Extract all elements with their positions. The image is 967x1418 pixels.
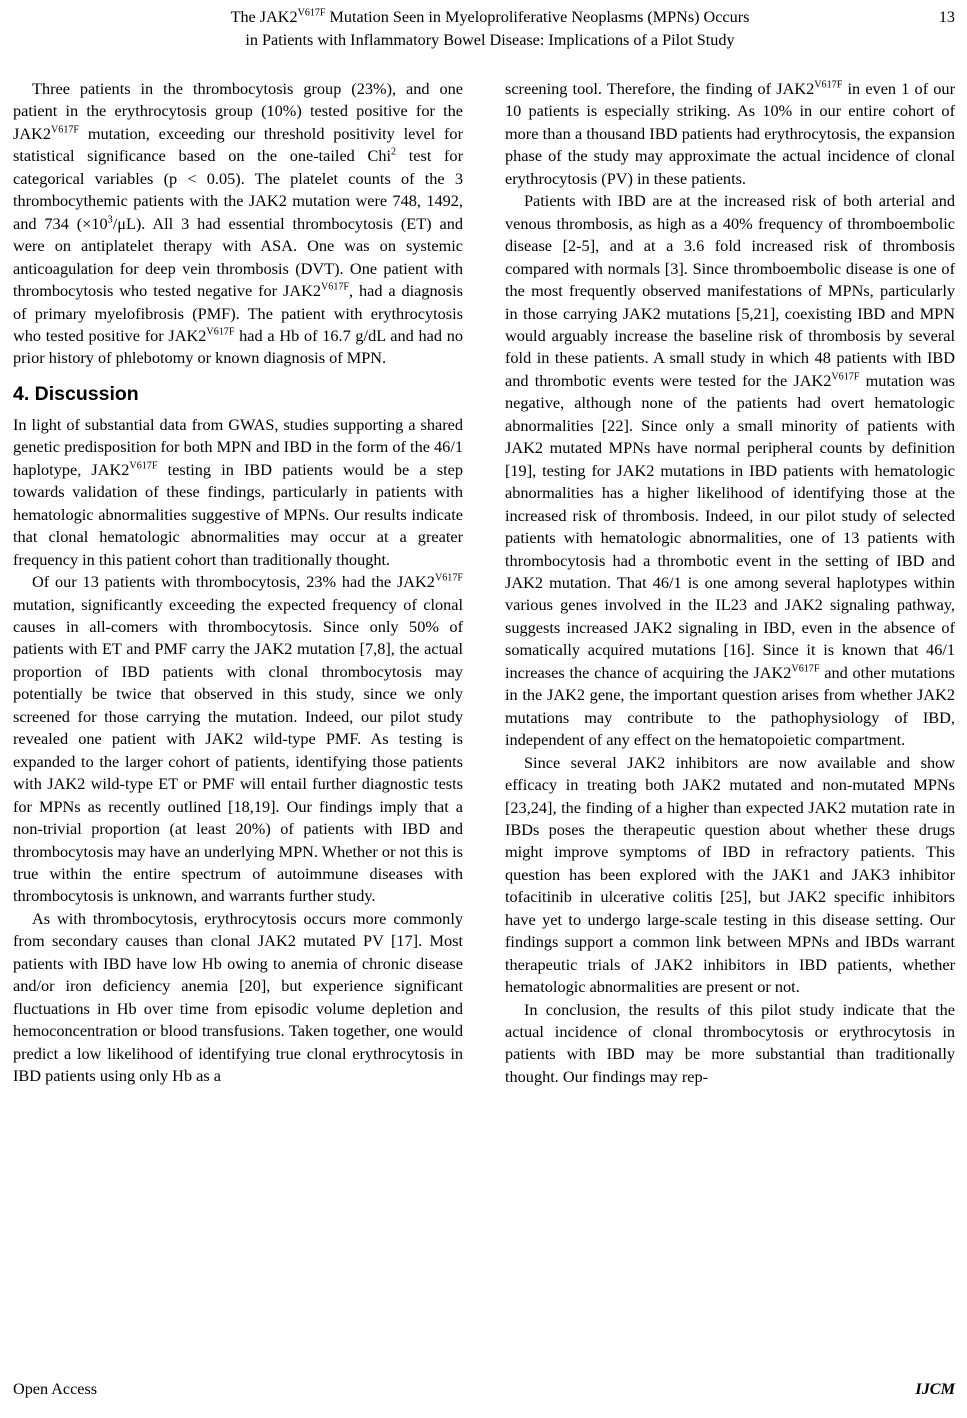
right-p1-superscript-1: V617F xyxy=(814,79,843,91)
right-paragraph-3: Since several JAK2 inhibitors are now available and show efficacy in treating both JAK2 mutated and non-mutated MPNs [23,24], the finding of a higher than expected JAK2 mutation rate in IBDs poses the therapeutic question about whether these drugs might improve symptoms of IBD in refractory patients. This question has been explored with the JAK1 and JAK3 inhibitor tofacitinib in ulcerative colitis [25], but JAK2 specific inhibitors have yet to undergo large-scale testing in this disease setting. Our findings support a common link between MPNs and IBDs warrant therapeutic trials of JAK2 inhibitors in IBD patients, whether hematologic abnormalities are present or not. xyxy=(505,752,955,997)
left-p1-part-f: had a Hb of 16.7 g/dL and had no prior history of phlebotomy or known diagnosis of MPN. xyxy=(13,325,464,368)
left-p2-superscript-1: V617F xyxy=(129,460,158,472)
left-p1-superscript-3: 3 xyxy=(107,214,113,226)
left-p2-part-b: testing in IBD patients would be a step towards validation of these findings, particularly in patients with hematologic abnormalities suggestive of MPNs. Our results indicate that clonal hematologic abnormalities may occur at a greater frequency in this patient cohort than traditionally thought. xyxy=(13,459,463,569)
right-p2-superscript-2: V617F xyxy=(791,663,820,675)
right-column xyxy=(505,78,955,1350)
running-head-title xyxy=(140,6,840,52)
right-p2-part-c: and other mutations in the JAK2 gene, the important question arises from whether JAK2 mutations may contribute to the pathophysiology of IBD, independent of any effect on the hematopoietic compartment. xyxy=(505,662,955,750)
right-paragraph-4: In conclusion, the results of this pilot study indicate that the actual incidence of clonal thrombocytosis or erythrocytosis in patients with IBD may be more substantial than traditionally thought. Our findings may rep- xyxy=(505,999,955,1086)
running-head-title-part-a: The JAK2 xyxy=(230,8,298,26)
left-p3-part-a: Of our 13 patients with thrombocytosis, 23% had the JAK2 xyxy=(32,572,435,592)
right-p2-part-b: mutation was negative, although none of the patients had overt hematologic abnormalities [22]. Since only a small minority of patients with JAK2 mutated MPNs have normal peripheral counts by definition [19], testing for JAK2 mutations in IBD patients with hematologic abnormalities has a higher likelihood of identifying those at the increased risk of thrombosis. Indeed, in our pilot study of selected patients with hematologic abnormalities, one of 13 patients with thrombocytosis had a thrombotic event in the setting of IBD and JAK2 mutation. That 46/1 is one among several haplotypes within various genes involved in the IL23 and JAK2 signaling pathway, suggests increased JAK2 signaling in IBD, even in the absence of somatically acquired mutations [16]. Since it is known that 46/1 increases the chance of acquiring the JAK2 xyxy=(505,370,956,682)
left-paragraph-3 xyxy=(13,571,463,908)
running-head-title-line1 xyxy=(231,8,750,26)
right-p2-superscript-1: V617F xyxy=(831,371,860,383)
left-p1-superscript-4: V617F xyxy=(320,281,350,293)
running-head-title-line2: in Patients with Inflammatory Bowel Disease: Implications of a Pilot Study xyxy=(245,31,735,49)
page-footer xyxy=(0,1378,967,1402)
left-paragraph-2 xyxy=(13,414,463,571)
left-p1-superscript-1: V617F xyxy=(51,124,80,136)
left-p2-part-a: In light of substantial data from GWAS, studies supporting a shared genetic predisposition for both MPN and IBD in the form of the 46/1 haplotype, JAK2 xyxy=(13,414,463,479)
right-p1-part-b: in even 1 of our 10 patients is especially striking. As 10% in our entire cohort of more than a thousand IBD patients had erythrocytosis, the expansion phase of the study may approximate the actual incidence of clonal erythrocytosis (PV) in these patients. xyxy=(505,79,955,188)
left-p1-part-c: test for categorical variables (p < 0.05). The platelet counts of the 3 thrombocythemic patients with the JAK2 mutation were 748, 1492, and 734 (×10 xyxy=(13,146,463,233)
right-paragraph-2 xyxy=(505,190,955,751)
journal-abbreviation-label: IJCM xyxy=(915,1380,955,1398)
left-p3-part-b: mutation, significantly exceeding the expected frequency of clonal causes in all-comers with thrombocytosis. Since only 50% of patients with ET and PMF carry the JAK2 mutation [7,8], the actual proportion of IBD patients with clonal thrombocytosis may potentially be twice that observed in this study, since we only screened for those carrying the mutation. Indeed, our pilot study revealed one patient with JAK2 wild-type PMF. As testing is expanded to the larger cohort of patients, identifying those patients with JAK2 wild-type ET or PMF will entail further diagnostic tests for MPNs as recently outlined [18,19]. Our findings imply that a non-trivial proportion (at least 20%) of patients with IBD and thrombocytosis may have an underlying MPN. Whether or not this is true within the entire spectrum of autoimmune diseases with thrombocytosis is unknown, and warrants further study. xyxy=(13,594,463,906)
running-head xyxy=(0,6,967,64)
left-p3-superscript-1: V617F xyxy=(434,572,463,584)
body-columns xyxy=(0,78,967,1348)
left-p1-part-b: mutation, exceeding our threshold positivity level for statistical significance based on the one-tailed Chi xyxy=(13,123,463,166)
left-paragraph-4: As with thrombocytosis, erythrocytosis occurs more commonly from secondary causes than clonal JAK2 mutated PV [17]. Most patients with IBD have low Hb owing to anemia of chronic disease and/or iron deficiency anemia [20], but experience significant fluctuations in Hb over time from episodic volume depletion and hemoconcentration or blood transfusions. Taken together, one would predict a low likelihood of identifying true clonal erythrocytosis in IBD patients using only Hb as a xyxy=(13,908,463,1086)
section-heading-discussion: 4. Discussion xyxy=(13,382,139,405)
page-number: 13 xyxy=(938,8,955,26)
running-head-title-part-b: Mutation Seen in Myeloproliferative Neoplasms (MPNs) Occurs xyxy=(325,8,750,26)
left-p1-part-e: , had a diagnosis of primary myelofibrosis (PMF). The patient with erythrocytosis who tested positive for JAK2 xyxy=(13,281,464,345)
left-p1-superscript-5: V617F xyxy=(206,326,235,338)
left-p1-part-a: Three patients in the thrombocytosis group (23%), and one patient in the erythrocytosis group (10%) tested positive for the JAK2 xyxy=(13,79,463,143)
left-paragraph-1 xyxy=(13,78,463,370)
right-p1-part-a: screening tool. Therefore, the finding of JAK2 xyxy=(505,79,815,98)
open-access-label: Open Access xyxy=(13,1380,98,1398)
right-p2-part-a: Patients with IBD are at the increased risk of both arterial and venous thrombosis, as high as a 40% frequency of thromboembolic disease [2-5], and at a 3.6 fold increased risk of thrombosis compared with normals [3]. Since thromboembolic disease is one of the most frequently observed manifestations of MPNs, particularly in those carrying JAK2 mutations [5,21], coexisting IBD and MPN would arguably increase the baseline risk of thrombosis by several fold in these patients. A small study in which 48 patients with IBD and thrombotic events were tested for the JAK2 xyxy=(505,191,955,390)
left-p1-superscript-2: 2 xyxy=(391,146,397,158)
left-p1-part-d: /μL). All 3 had essential thrombocytosis (ET) and were on antiplatelet therapy with ASA. One was on systemic anticoagulation for deep vein thrombosis (DVT). One patient with thrombocytosis who tested negative for JAK2 xyxy=(13,213,463,301)
right-paragraph-1 xyxy=(505,78,955,190)
left-column xyxy=(13,78,463,1350)
running-head-superscript: V617F xyxy=(297,7,326,19)
